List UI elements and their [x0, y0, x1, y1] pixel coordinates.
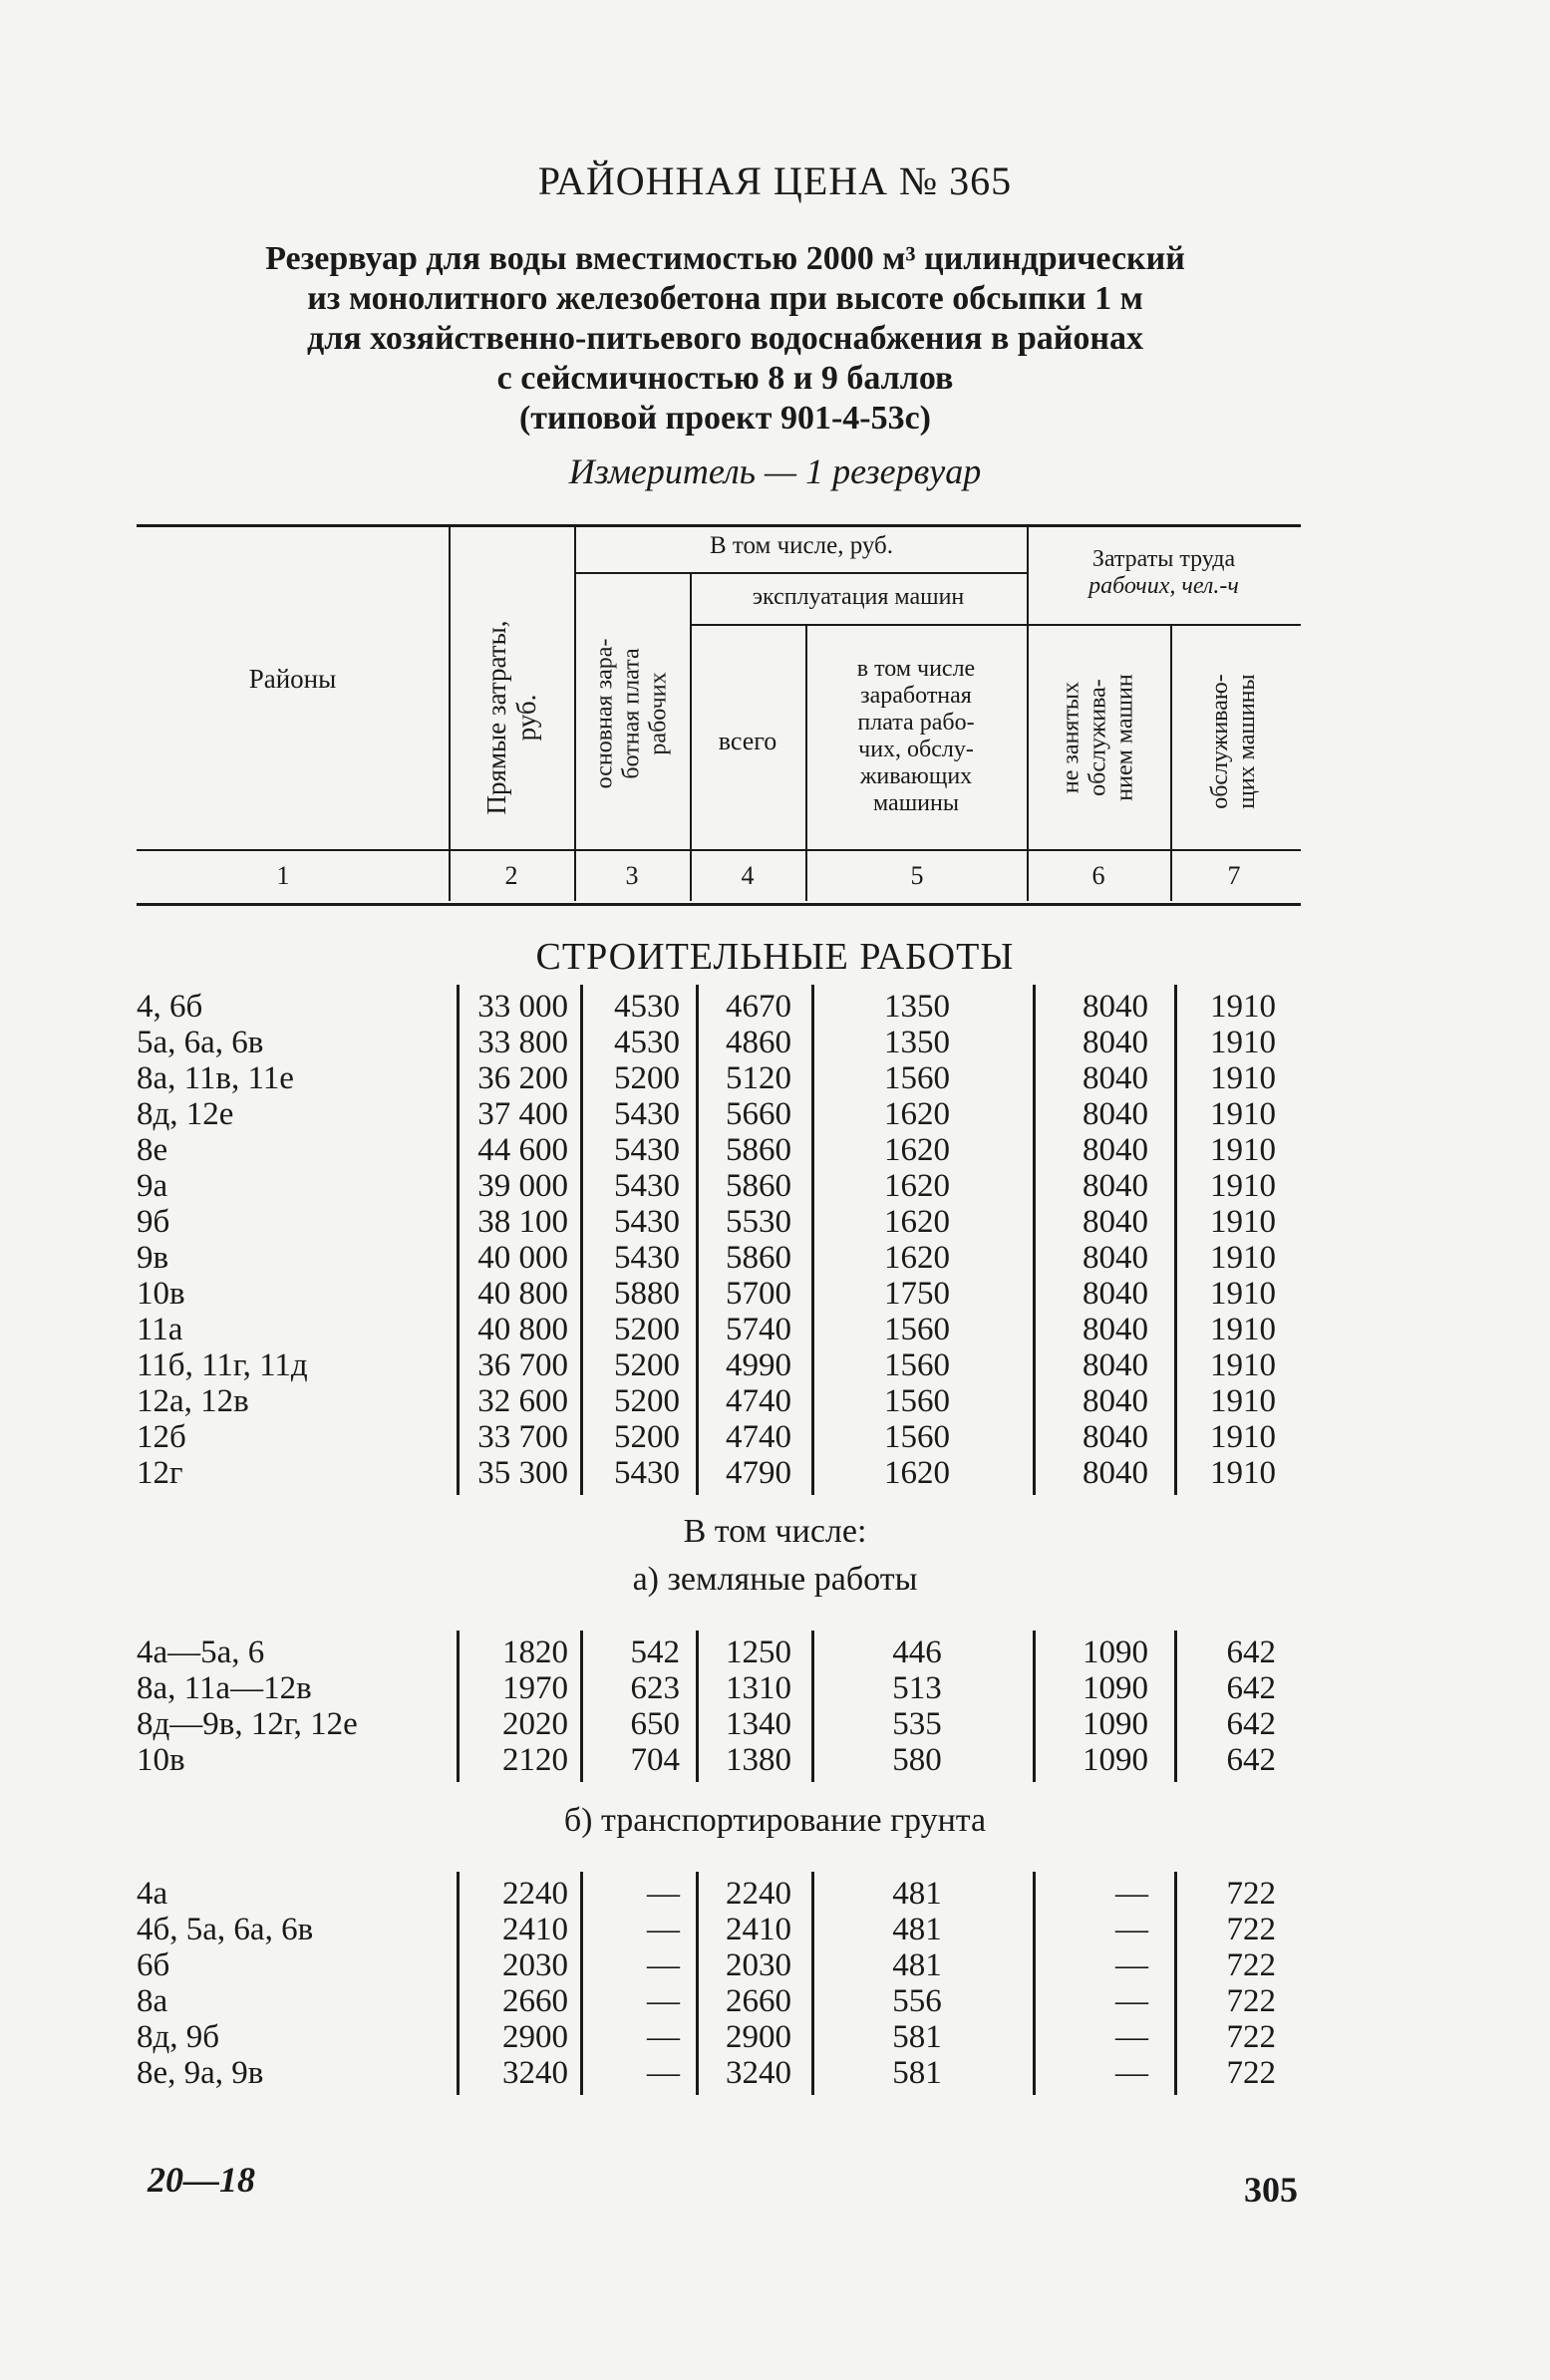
table-cell: —	[1115, 2019, 1148, 2055]
table-cell: 33 000	[477, 989, 568, 1025]
table-cell: 542	[630, 1635, 680, 1670]
value-column-c4	[696, 989, 791, 1491]
table-cell: 2660	[726, 1983, 791, 2019]
document-subtitle	[199, 239, 1251, 439]
column-divider	[696, 1872, 699, 2095]
table-cell: 4530	[614, 989, 680, 1025]
table-cell: 1910	[1210, 1168, 1276, 1204]
value-column-c5	[809, 1635, 1025, 1778]
table-cell: 40 800	[477, 1276, 568, 1312]
region-label: 12г	[137, 1455, 183, 1491]
table-cell: 40 000	[477, 1240, 568, 1276]
table-cell: 35 300	[477, 1455, 568, 1491]
table-cell: 1910	[1210, 1240, 1276, 1276]
table-cell: 1910	[1210, 1025, 1276, 1060]
table-cell: 2410	[502, 1912, 568, 1947]
region-label: 8д—9в, 12г, 12е	[137, 1706, 358, 1742]
table-cell: 2120	[502, 1742, 568, 1778]
column-divider	[1174, 1872, 1177, 2095]
header-not-machine-workers: не занятых обслужива- нием машин	[1058, 674, 1138, 801]
column-divider	[811, 985, 814, 1495]
table-cell: 722	[1226, 1947, 1276, 1983]
table-cell: 5430	[614, 1204, 680, 1240]
subtitle-line: для хозяйственно-питьевого водоснабжения в районах	[307, 320, 1143, 357]
table-cell: 722	[1226, 2019, 1276, 2055]
table-cell: 5880	[614, 1276, 680, 1312]
table-cell: 623	[630, 1670, 680, 1706]
value-column-c2	[453, 1635, 568, 1778]
table-cell: 8040	[1083, 1419, 1148, 1455]
value-column-c5	[809, 989, 1025, 1491]
table-cell: 8040	[1083, 1312, 1148, 1347]
column-number: 1	[276, 861, 290, 890]
column-divider	[1033, 1631, 1036, 1782]
table-cell: 1620	[884, 1455, 950, 1491]
column-divider	[580, 985, 583, 1495]
table-cell: 8040	[1083, 1455, 1148, 1491]
table-cell: 1910	[1210, 1132, 1276, 1168]
header-divider	[449, 526, 451, 901]
region-label: 8д, 12е	[137, 1096, 234, 1132]
table-cell: 1620	[884, 1096, 950, 1132]
table-cell: —	[1115, 1983, 1148, 2019]
table-cell: 1560	[884, 1383, 950, 1419]
table-cell: 5860	[726, 1240, 791, 1276]
table-cell: —	[1115, 1912, 1148, 1947]
table-cell: 1910	[1210, 1383, 1276, 1419]
table-cell: 37 400	[477, 1096, 568, 1132]
table-cell: 1620	[884, 1240, 950, 1276]
table-cell: 1310	[726, 1670, 791, 1706]
table-cell: 5200	[614, 1347, 680, 1383]
table-cell: 1560	[884, 1060, 950, 1096]
table-cell: 8040	[1083, 1060, 1148, 1096]
table-cell: 1750	[884, 1276, 950, 1312]
table-cell: 535	[892, 1706, 942, 1742]
header-rule-labor	[1027, 624, 1301, 626]
table-cell: 8040	[1083, 1096, 1148, 1132]
value-column-c7	[1174, 1635, 1276, 1778]
region-label: 12а, 12в	[137, 1383, 249, 1419]
header-top-rule	[137, 524, 1301, 527]
value-column-c5	[809, 1876, 1025, 2091]
table-cell: 8040	[1083, 1168, 1148, 1204]
table-cell: 33 800	[477, 1025, 568, 1060]
table-cell: 2240	[502, 1876, 568, 1912]
region-label: 5а, 6а, 6в	[137, 1025, 264, 1060]
column-number: 6	[1091, 861, 1105, 890]
table-cell: 5200	[614, 1383, 680, 1419]
value-column-c6	[1031, 1635, 1148, 1778]
table-cell: 642	[1226, 1670, 1276, 1706]
table-cell: 2660	[502, 1983, 568, 2019]
value-column-c2	[453, 1876, 568, 2091]
table-cell: 1350	[884, 989, 950, 1025]
value-column-c3	[580, 1876, 680, 2091]
table-cell: 2240	[726, 1876, 791, 1912]
table-cell: 8040	[1083, 1025, 1148, 1060]
table-cell: 2020	[502, 1706, 568, 1742]
column-number: 4	[741, 861, 755, 890]
section-title-construction: СТРОИТЕЛЬНЫЕ РАБОТЫ	[535, 936, 1015, 978]
table-cell: 513	[892, 1670, 942, 1706]
table-cell: 722	[1226, 1983, 1276, 2019]
table-cell: —	[647, 1947, 680, 1983]
table-cell: 1620	[884, 1204, 950, 1240]
table-cell: 5430	[614, 1132, 680, 1168]
table-cell: 1910	[1210, 1204, 1276, 1240]
value-column-c4	[696, 1635, 791, 1778]
table-cell: —	[647, 1912, 680, 1947]
region-label: 4а—5а, 6	[137, 1635, 265, 1670]
table-cell: 446	[892, 1635, 942, 1670]
region-label: 11б, 11г, 11д	[137, 1347, 308, 1383]
table-cell: 556	[892, 1983, 942, 2019]
table-cell: 1090	[1083, 1670, 1148, 1706]
measure-unit: Измеритель — 1 резервуар	[568, 451, 982, 491]
table-cell: 1090	[1083, 1742, 1148, 1778]
region-label: 12б	[137, 1419, 186, 1455]
column-divider	[457, 985, 460, 1495]
column-divider	[811, 1631, 814, 1782]
table-cell: 1910	[1210, 1312, 1276, 1347]
column-number: 2	[504, 861, 518, 890]
header-incl-rub: В том числе, руб.	[709, 532, 894, 559]
table-cell: 5530	[726, 1204, 791, 1240]
region-label: 8а, 11а—12в	[137, 1670, 312, 1706]
column-divider	[1174, 985, 1177, 1495]
region-column	[137, 1635, 358, 1778]
table-cell: 1910	[1210, 1419, 1276, 1455]
table-cell: 33 700	[477, 1419, 568, 1455]
column-divider	[811, 1872, 814, 2095]
value-column-c7	[1174, 1876, 1276, 2091]
header-machine-wages: в том числе заработная плата рабо- чих, обслу- живающих машины	[856, 656, 976, 816]
table-cell: 722	[1226, 1912, 1276, 1947]
table-cell: 642	[1226, 1706, 1276, 1742]
value-column-c6	[1031, 989, 1148, 1491]
table-cell: —	[647, 2019, 680, 2055]
table-cell: 1820	[502, 1635, 568, 1670]
table-cell: 8040	[1083, 1383, 1148, 1419]
section-title-soil-transport: б) транспортирование грунта	[563, 1802, 987, 1839]
region-label: 9а	[137, 1168, 168, 1204]
table-cell: 2900	[502, 2019, 568, 2055]
column-divider	[696, 1631, 699, 1782]
header-total: всего	[718, 727, 777, 755]
header-machine-workers: обслуживаю- щих машины	[1207, 674, 1260, 809]
value-column-c7	[1174, 989, 1276, 1491]
table-cell: 1090	[1083, 1706, 1148, 1742]
table-cell: 4530	[614, 1025, 680, 1060]
region-label: 8а, 11в, 11е	[137, 1060, 294, 1096]
section-title-earthworks: а) земляные работы	[632, 1561, 918, 1598]
table-cell: —	[647, 1983, 680, 2019]
table-cell: 1910	[1210, 1060, 1276, 1096]
table-cell: 481	[892, 1947, 942, 1983]
table-cell: 1970	[502, 1670, 568, 1706]
table-cell: 1560	[884, 1347, 950, 1383]
table-cell: 5120	[726, 1060, 791, 1096]
table-cell: 5430	[614, 1168, 680, 1204]
header-divider	[1170, 626, 1172, 901]
subtitle-line: из монолитного железобетона при высоте обсыпки 1 м	[307, 280, 1143, 317]
column-divider	[1174, 1631, 1177, 1782]
region-label: 6б	[137, 1947, 170, 1983]
column-divider	[580, 1631, 583, 1782]
header-labor-costs: Затраты труда рабочих, чел.-ч	[1088, 546, 1239, 599]
region-label: 8а	[137, 1983, 168, 2019]
table-cell: 1560	[884, 1419, 950, 1455]
table-cell: —	[647, 2055, 680, 2091]
table-cell: 1250	[726, 1635, 791, 1670]
table-cell: 2410	[726, 1912, 791, 1947]
table-cell: 481	[892, 1876, 942, 1912]
region-label: 8е	[137, 1132, 168, 1168]
table-cell: —	[1115, 2055, 1148, 2091]
table-cell: 40 800	[477, 1312, 568, 1347]
subtitle-line: с сейсмичностью 8 и 9 баллов	[496, 360, 954, 397]
table-cell: 1380	[726, 1742, 791, 1778]
column-divider	[457, 1631, 460, 1782]
column-divider	[1033, 985, 1036, 1495]
region-label: 9б	[137, 1204, 170, 1240]
table-cell: 4670	[726, 989, 791, 1025]
table-cell: 5740	[726, 1312, 791, 1347]
table-cell: 1340	[726, 1706, 791, 1742]
column-divider	[580, 1872, 583, 2095]
table-cell: 1910	[1210, 1276, 1276, 1312]
table-cell: 2030	[726, 1947, 791, 1983]
value-column-c3	[580, 1635, 680, 1778]
table-cell: 5700	[726, 1276, 791, 1312]
column-divider	[1033, 1872, 1036, 2095]
column-numbers-rule	[137, 903, 1301, 906]
table-cell: 1620	[884, 1168, 950, 1204]
table-cell: 8040	[1083, 1204, 1148, 1240]
table-cell: 3240	[726, 2055, 791, 2091]
table-cell: 581	[892, 2055, 942, 2091]
header-divider	[574, 526, 576, 901]
region-column	[137, 989, 308, 1491]
table-cell: 8040	[1083, 1240, 1148, 1276]
value-column-c6	[1031, 1876, 1148, 2091]
table-cell: 1910	[1210, 1096, 1276, 1132]
table-cell: 1620	[884, 1132, 950, 1168]
table-cell: 4790	[726, 1455, 791, 1491]
table-cell: 4990	[726, 1347, 791, 1383]
table-cell: —	[1115, 1947, 1148, 1983]
table-cell: 650	[630, 1706, 680, 1742]
table-cell: 36 700	[477, 1347, 568, 1383]
header-bottom-rule	[137, 849, 1301, 851]
table-cell: 44 600	[477, 1132, 568, 1168]
column-number: 5	[910, 861, 924, 890]
table-cell: 1910	[1210, 989, 1276, 1025]
header-machine-operation: эксплуатация машин	[752, 584, 965, 610]
table-cell: 4740	[726, 1419, 791, 1455]
region-label: 8е, 9а, 9в	[137, 2055, 264, 2091]
table-cell: 5860	[726, 1168, 791, 1204]
region-label: 10в	[137, 1276, 185, 1312]
table-cell: 3240	[502, 2055, 568, 2091]
table-cell: 5200	[614, 1419, 680, 1455]
column-number: 7	[1227, 861, 1241, 890]
sheet-mark: 20—18	[148, 2160, 255, 2200]
header-regions: Районы	[248, 664, 337, 694]
table-cell: 5430	[614, 1096, 680, 1132]
table-cell: 5860	[726, 1132, 791, 1168]
region-label: 11а	[137, 1312, 183, 1347]
column-divider	[696, 985, 699, 1495]
table-cell: 1350	[884, 1025, 950, 1060]
table-cell: 722	[1226, 2055, 1276, 2091]
table-cell: 5430	[614, 1240, 680, 1276]
table-cell: 32 600	[477, 1383, 568, 1419]
table-cell: 8040	[1083, 1347, 1148, 1383]
table-cell: 722	[1226, 1876, 1276, 1912]
region-label: 8д, 9б	[137, 2019, 220, 2055]
page-number: 305	[1244, 2170, 1298, 2210]
table-cell: 1910	[1210, 1347, 1276, 1383]
section-title-including: В том числе:	[683, 1513, 867, 1550]
table-cell: 38 100	[477, 1204, 568, 1240]
table-cell: 704	[630, 1742, 680, 1778]
table-cell: 8040	[1083, 989, 1148, 1025]
header-base-wages: основная зара- ботная плата рабочих	[591, 638, 672, 789]
table-cell: 2030	[502, 1947, 568, 1983]
region-label: 4, 6б	[137, 989, 203, 1025]
table-cell: 2900	[726, 2019, 791, 2055]
region-column	[137, 1876, 313, 2091]
table-cell: 642	[1226, 1742, 1276, 1778]
table-cell: 39 000	[477, 1168, 568, 1204]
table-cell: 1560	[884, 1312, 950, 1347]
table-cell: 5200	[614, 1060, 680, 1096]
table-cell: 4860	[726, 1025, 791, 1060]
header-rule-machines	[690, 624, 1027, 626]
subtitle-line: Резервуар для воды вместимостью 2000 м³ цилиндрический	[265, 240, 1185, 277]
value-column-c4	[696, 1876, 791, 2091]
value-column-c2	[453, 989, 568, 1491]
table-cell: —	[647, 1876, 680, 1912]
header-rule-incl	[576, 572, 1027, 574]
table-cell: 36 200	[477, 1060, 568, 1096]
subtitle-line: (типовой проект 901-4-53с)	[518, 400, 931, 437]
table-cell: 5660	[726, 1096, 791, 1132]
table-cell: 581	[892, 2019, 942, 2055]
table-cell: 5430	[614, 1455, 680, 1491]
column-divider	[457, 1872, 460, 2095]
table-cell: 1090	[1083, 1635, 1148, 1670]
table-cell: 5200	[614, 1312, 680, 1347]
region-label: 9в	[137, 1240, 169, 1276]
region-label: 4б, 5а, 6а, 6в	[137, 1912, 314, 1947]
column-number: 3	[625, 861, 639, 890]
header-direct-costs: Прямые затраты, руб.	[481, 620, 541, 815]
region-label: 4а	[137, 1876, 168, 1912]
region-label: 10в	[137, 1742, 185, 1778]
table-cell: 642	[1226, 1635, 1276, 1670]
page-title: РАЙОННАЯ ЦЕНА № 365	[537, 158, 1013, 203]
table-cell: 1910	[1210, 1455, 1276, 1491]
table-cell: 4740	[726, 1383, 791, 1419]
table-cell: 580	[892, 1742, 942, 1778]
value-column-c3	[580, 989, 680, 1491]
table-cell: 8040	[1083, 1276, 1148, 1312]
table-cell: 8040	[1083, 1132, 1148, 1168]
table-cell: 481	[892, 1912, 942, 1947]
table-cell: —	[1115, 1876, 1148, 1912]
